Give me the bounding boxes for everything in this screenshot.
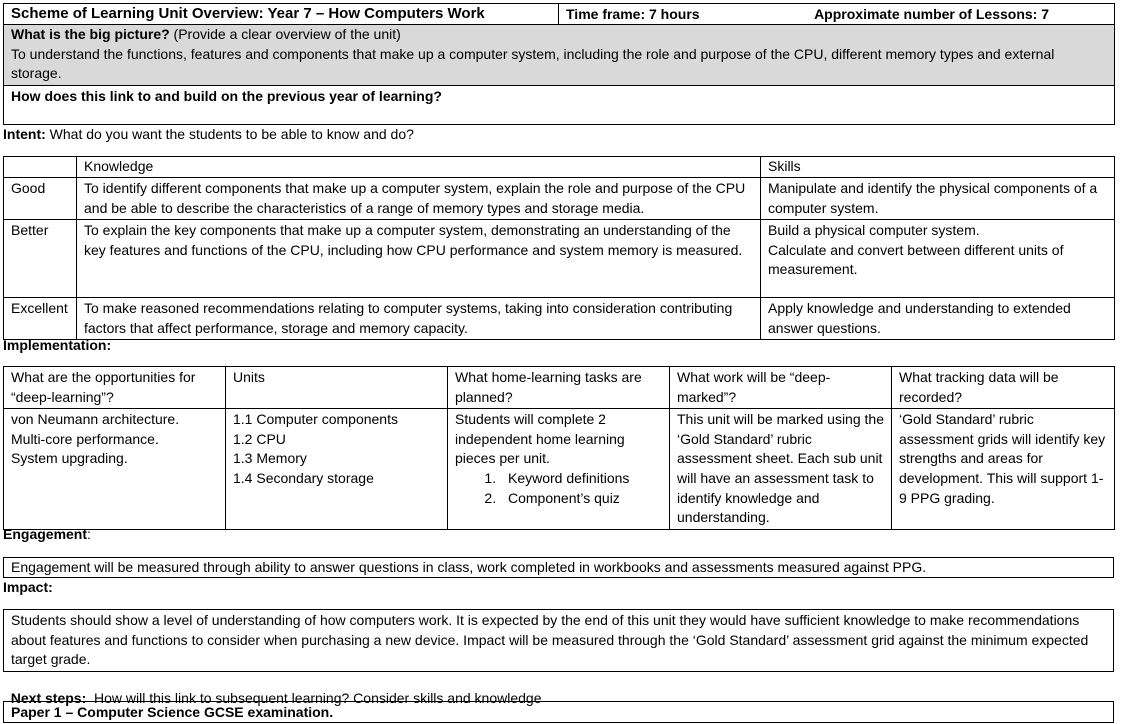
- engagement-label: Engagement:: [3, 526, 91, 542]
- list-item: von Neumann architecture.: [11, 411, 180, 428]
- list-item: 1. Keyword definitions: [500, 469, 662, 489]
- intent-corner: [4, 157, 77, 178]
- impl-header-tracking: What tracking data will be recorded?: [892, 367, 1115, 409]
- unit-title: Scheme of Learning Unit Overview: Year 7 – How Computers Work: [4, 4, 559, 25]
- impact-label: Impact:: [3, 579, 53, 595]
- skills-better: [761, 220, 1115, 298]
- big-picture-question: What is the big picture?: [11, 26, 170, 42]
- impl-header-units: Units: [226, 367, 448, 409]
- knowledge-header: Knowledge: [77, 157, 761, 178]
- intent-label: Intent: What do you want the students to be able to know and do?: [3, 126, 414, 142]
- impl-header-home-learning: What home-learning tasks are planned?: [448, 367, 670, 409]
- impact-text: Students should show a level of understanding of how computers work. It is expected by the end of this unit they would have sufficient knowledge to make recommendations about features and functions to consider when purchasing a new device. Impact will be measured through the ‘Gold Standard’ assessment grid against the minimum expected target grade.: [4, 610, 1114, 672]
- header-table: [3, 3, 1115, 125]
- knowledge-good: To identify different components that make up a computer system, explain the role and purpose of the CPU and be able to describe the characteristics of a range of memory types and storage media.: [77, 178, 761, 220]
- impl-header-deep-marked: What work will be “deep-marked”?: [670, 367, 892, 409]
- list-item: 2. Component’s quiz: [500, 489, 662, 509]
- next-steps-table: [3, 701, 1114, 723]
- skills-better-line: Calculate and convert between different units of measurement.: [768, 241, 1064, 278]
- knowledge-better: To explain the key components that make up a computer system, demonstrating an understanding of the key features and functions of the CPU, including how CPU performance and system memory is measured.: [77, 220, 761, 298]
- home-learning-intro: Students will complete 2 independent home learning pieces per unit.: [455, 411, 625, 467]
- big-picture-cell: [4, 25, 1115, 86]
- engagement-text: Engagement will be measured through ability to answer questions in class, work completed in workbooks and assessments measured against PPG.: [4, 558, 1114, 578]
- home-learning-list: [455, 469, 662, 508]
- knowledge-excellent: To make reasoned recommendations relating to computer systems, taking into consideration contributing factors that affect performance, storage and memory capacity.: [77, 298, 761, 340]
- tracking-cell: ‘Gold Standard’ rubric assessment grids will identify key strengths and areas for development. This will support 1-9 PPG grading.: [892, 409, 1115, 530]
- implementation-label: Implementation:: [3, 337, 112, 353]
- link-previous-cell: [4, 86, 1115, 125]
- list-item: Multi-core performance.: [11, 430, 159, 447]
- skills-excellent: Apply knowledge and understanding to extended answer questions.: [761, 298, 1115, 340]
- deep-marked-cell: This unit will be marked using the ‘Gold Standard’ rubric assessment sheet. Each sub unit will have an assessment task to identify knowledge and understanding.: [670, 409, 892, 530]
- next-steps-answer: Paper 1 – Computer Science GCSE examination.: [4, 702, 1114, 723]
- time-frame: Time frame: 7 hours: [566, 6, 700, 22]
- list-item: 1.4 Secondary storage: [233, 469, 374, 486]
- level-better: Better: [4, 220, 77, 298]
- implementation-table: [3, 366, 1115, 530]
- units-cell: [226, 409, 448, 530]
- level-good: Good: [4, 178, 77, 220]
- skills-better-line: Build a physical computer system.: [768, 222, 980, 239]
- header-meta: [559, 4, 1115, 25]
- intent-table: [3, 156, 1115, 340]
- list-item: System upgrading.: [11, 450, 128, 467]
- skills-good: Manipulate and identify the physical components of a computer system.: [761, 178, 1115, 220]
- skills-header: Skills: [761, 157, 1115, 178]
- impl-header-deep-learning: What are the opportunities for “deep-learning”?: [4, 367, 226, 409]
- lesson-count: Approximate number of Lessons: 7: [814, 6, 1049, 22]
- list-item: 1.3 Memory: [233, 450, 307, 467]
- intent-prompt: What do you want the students to be able to know and do?: [45, 126, 414, 142]
- big-picture-hint: (Provide a clear overview of the unit): [169, 26, 401, 42]
- link-previous-question: How does this link to and build on the previous year of learning?: [11, 88, 442, 104]
- next-steps-prompt: How will this link to subsequent learning? Consider skills and knowledge: [86, 690, 542, 706]
- big-picture-text: To understand the functions, features and components that make up a computer system, including the role and purpose of the CPU, different memory types and external storage.: [11, 45, 1055, 82]
- next-steps-label: Next steps: How will this link to subsequent learning? Consider skills and knowledge: [10, 690, 542, 706]
- engagement-table: [3, 557, 1114, 578]
- impact-table: [3, 609, 1114, 672]
- list-item: 1.2 CPU: [233, 430, 286, 447]
- list-item: 1.1 Computer components: [233, 411, 398, 428]
- level-excellent: Excellent: [4, 298, 77, 340]
- home-learning-cell: [448, 409, 670, 530]
- deep-learning-cell: [4, 409, 226, 530]
